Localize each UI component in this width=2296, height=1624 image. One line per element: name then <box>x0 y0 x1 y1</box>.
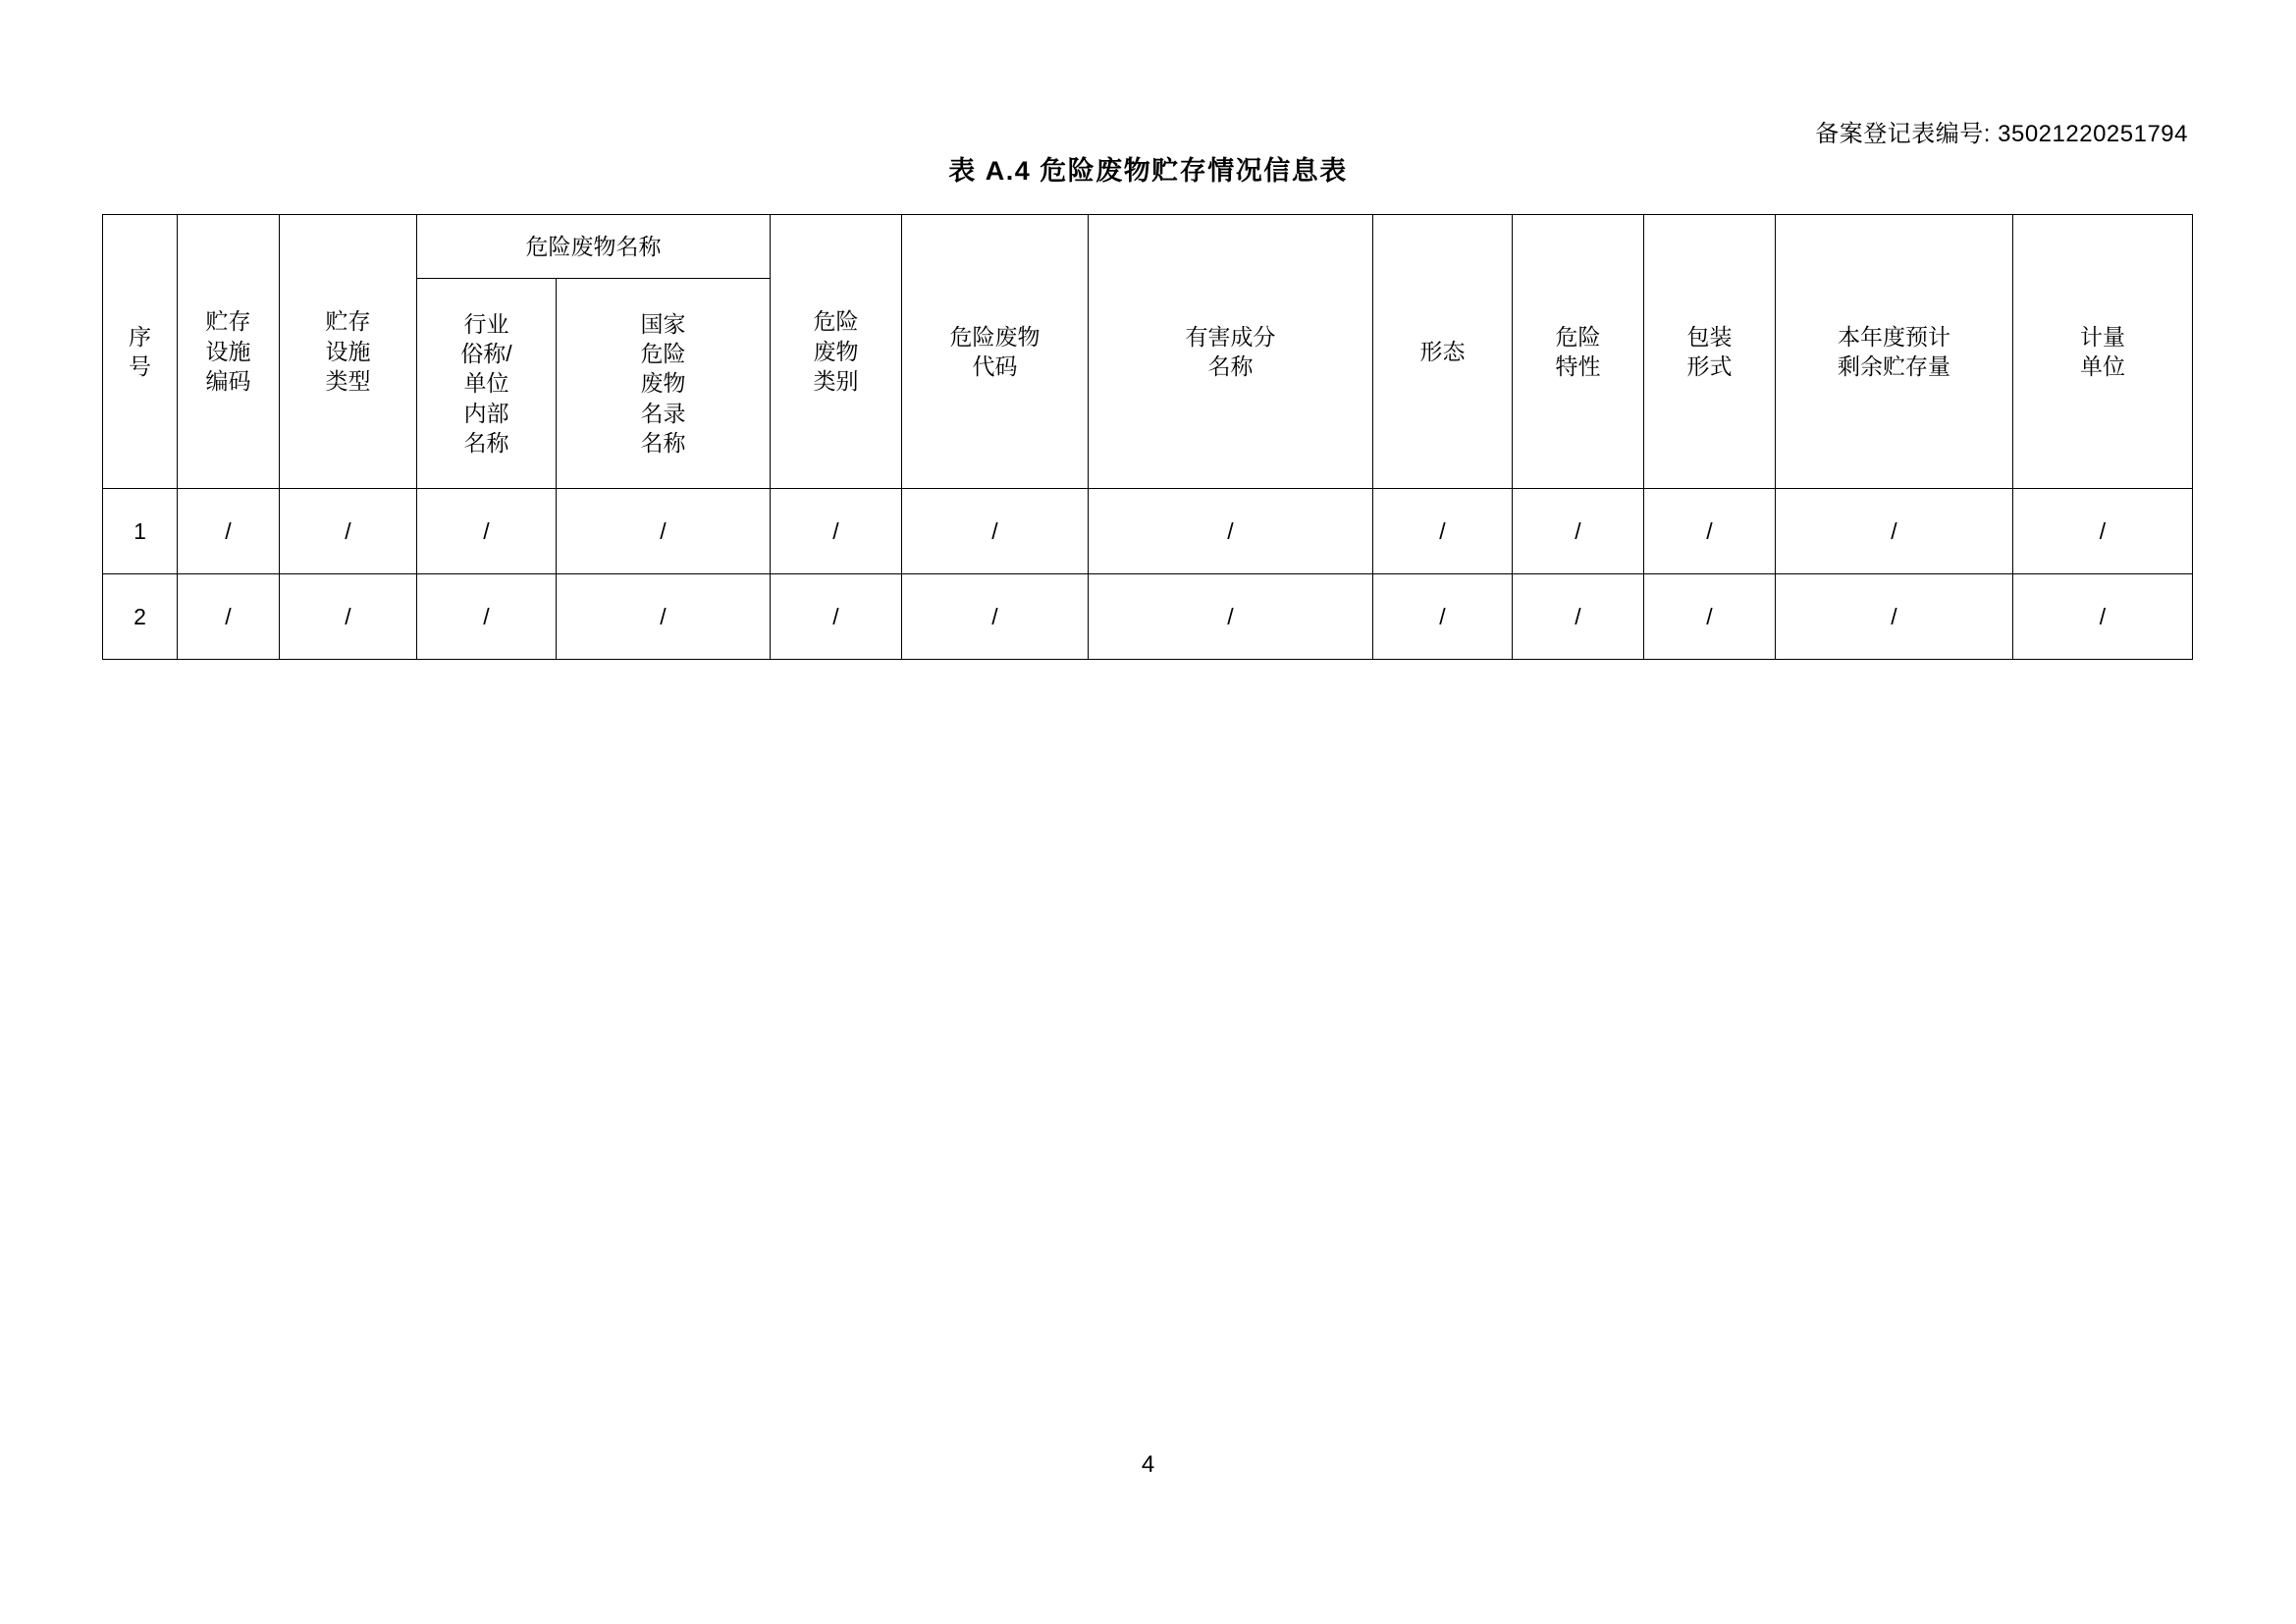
col-header-hazard-property: 危险 特性 <box>1513 215 1644 489</box>
cell-unit: / <box>2013 489 2193 574</box>
col-header-form: 形态 <box>1373 215 1513 489</box>
page-title: 表 A.4 危险废物贮存情况信息表 <box>948 156 1348 186</box>
cell-waste-category: / <box>771 574 902 660</box>
cell-facility-code: / <box>178 489 280 574</box>
table-header-row-1 <box>103 215 2193 279</box>
table-row <box>103 574 2193 660</box>
cell-harmful-component: / <box>1089 574 1373 660</box>
cell-industry-name: / <box>417 574 557 660</box>
col-header-expected-remaining: 本年度预计 剩余贮存量 <box>1776 215 2013 489</box>
col-header-harmful-component: 有害成分 名称 <box>1089 215 1373 489</box>
hazardous-waste-storage-table <box>102 214 2193 660</box>
table-body <box>103 489 2193 660</box>
col-header-facility-type: 贮存 设施 类型 <box>280 215 417 489</box>
page-number: 4 <box>1141 1451 1155 1478</box>
cell-hazard-property: / <box>1513 574 1644 660</box>
table-head <box>103 215 2193 489</box>
cell-expected-remaining: / <box>1776 574 2013 660</box>
col-header-waste-category: 危险 废物 类别 <box>771 215 902 489</box>
col-header-facility-code: 贮存 设施 编码 <box>178 215 280 489</box>
col-header-catalog-name: 国家 危险 废物 名录 名称 <box>557 279 771 489</box>
cell-waste-category: / <box>771 489 902 574</box>
cell-harmful-component: / <box>1089 489 1373 574</box>
cell-seq: 1 <box>103 489 178 574</box>
cell-expected-remaining: / <box>1776 489 2013 574</box>
col-header-package-form: 包装 形式 <box>1644 215 1776 489</box>
col-header-industry-name: 行业 俗称/ 单位 内部 名称 <box>417 279 557 489</box>
cell-package-form: / <box>1644 574 1776 660</box>
cell-facility-code: / <box>178 574 280 660</box>
cell-catalog-name: / <box>557 489 771 574</box>
hazardous-waste-storage-table-wrapper <box>102 214 2192 660</box>
record-number: 备案登记表编号: 35021220251794 <box>1815 121 2188 147</box>
cell-facility-type: / <box>280 574 417 660</box>
cell-catalog-name: / <box>557 574 771 660</box>
cell-seq: 2 <box>103 574 178 660</box>
cell-industry-name: / <box>417 489 557 574</box>
col-header-waste-code: 危险废物 代码 <box>902 215 1089 489</box>
table-row <box>103 489 2193 574</box>
cell-package-form: / <box>1644 489 1776 574</box>
cell-waste-code: / <box>902 574 1089 660</box>
cell-form: / <box>1373 489 1513 574</box>
cell-waste-code: / <box>902 489 1089 574</box>
cell-form: / <box>1373 574 1513 660</box>
col-header-seq: 序 号 <box>103 215 178 489</box>
cell-facility-type: / <box>280 489 417 574</box>
cell-hazard-property: / <box>1513 489 1644 574</box>
cell-unit: / <box>2013 574 2193 660</box>
col-group-header-waste-name: 危险废物名称 <box>417 215 771 279</box>
col-header-unit: 计量 单位 <box>2013 215 2193 489</box>
